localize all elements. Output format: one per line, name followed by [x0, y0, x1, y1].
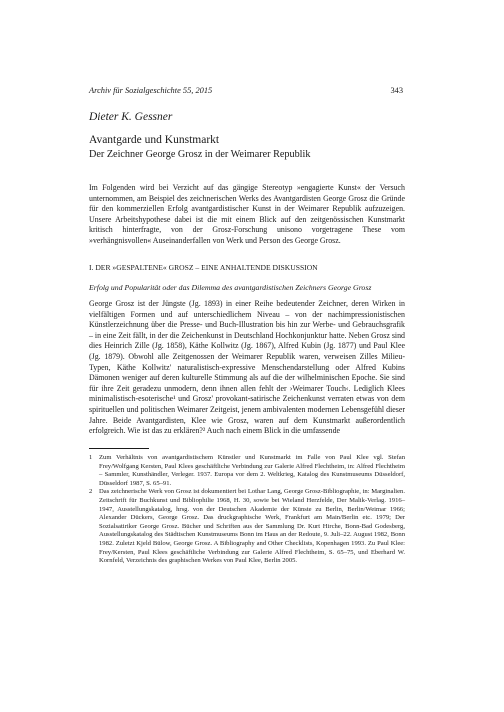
page-number: 343: [390, 86, 403, 95]
article-subtitle: Der Zeichner George Grosz in der Weimarer Republik: [89, 149, 311, 160]
footnote-number: 2: [89, 488, 93, 496]
footnote: [89, 454, 405, 488]
footnote-text: Zum Verhältnis von avantgardistischem Künstler und Kunstmarkt im Falle von Paul Klee vgl. Stefan Frey/Wolfgang Kersten, Paul Klees geschäftliche Verbindung zur Galerie Alfred Flechtheim, in: Alfred Flechtheim – Sammler, Kunsthändler, Verleger. 1937. Europa vor dem 2. Weltkrieg, Katalog des Kunstmuseums Düsseldorf, Düsseldorf 1987, S. 65–91.: [99, 454, 405, 487]
section-heading: I. DER »GESPALTENE« GROSZ – EINE ANHALTENDE DISKUSSION: [89, 263, 318, 272]
subsection-heading: Erfolg und Popularität oder das Dilemma des avantgardistischen Zeichners George Grosz: [89, 283, 372, 292]
footnote: [89, 488, 405, 565]
article-title: Avantgarde und Kunstmarkt: [89, 134, 220, 146]
abstract-paragraph: Im Folgenden wird bei Verzicht auf das gängige Stereotyp »engagierte Kunst« der Versuch unternommen, am Beispiel des zeichnerischen Werks des Avantgardisten George Grosz die Gründe für den kommerziellen Erfolg avantgardistischer Kunst in der Weimarer Republik aufzuzeigen. Unsere Arbeitshypothese dabei ist die mit einem Blick auf den zeitgenössischen Kunstmarkt kritisch hinterfragte, von der Grosz-Forschung unisono vorgetragene These vom »verhängnisvollen« Auseinanderfallen von Werk und Person des George Grosz.: [89, 183, 405, 245]
footnote-text: Das zeichnerische Werk von Grosz ist dokumentiert bei Lothar Lang, George Grosz-Bibliographie, in: Marginalien. Zeitschrift für Buchkunst und Bibliophilie 1968, H. 30, sowie bei Wieland Herzfelde, Der Malik-Verlag. 1916–1947, Ausstellungskatalog, hrsg. von der Deutschen Akademie der Künste zu Berlin, Berlin/Weimar 1966; Alexander Dückers, George Grosz. Das druckgraphische Werk, Frankfurt am Main/Berlin etc. 1979; Der Sozialsatiriker George Grosz. Bücher und Schriften aus der Sammlung Dr. Kurt Hirche, Bonn-Bad Godesberg, Ausstellungskatalog des Städtischen Kunstmuseums Bonn im Haus an der Redoute, 9. Juli–22. August 1982, Bonn 1982. Zuletzt Kjeld Bülow, George Grosz. A Bibliography and Other Checklists, Kopenhagen 1993. Zu Paul Klee: Frey/Kersten, Paul Klees geschäftliche Verbindung zur Galerie Alfred Flechtheim, S. 65–75, und Eberhard W. Kornfeld, Verzeichnis des graphischen Werkes von Paul Klee, Berlin 2005.: [99, 488, 405, 565]
footnotes: [89, 454, 405, 566]
article-author: Dieter K. Gessner: [89, 111, 173, 123]
running-header: [89, 86, 403, 95]
footnote-divider: [89, 448, 149, 449]
journal-citation: Archiv für Sozialgeschichte 55, 2015: [89, 86, 213, 95]
body-paragraph: George Grosz ist der Jüngste (Jg. 1893) in einer Reihe bedeutender Zeichner, deren Wirken in vielfältigen Formen und auf unterschiedlichem Niveau – von der nachimpressionistischen Künstlerzeichnung über die Presse- und Buch-Illustration bis hin zur Werbe- und Gebrauchsgrafik – in eine Zeit fällt, in der die Zeichenkunst in Deutschland Hochkonjunktur hatte. Neben Grosz sind dies Heinrich Zille (Jg. 1858), Käthe Kollwitz (Jg. 1867), Alfred Kubin (Jg. 1877) und Paul Klee (Jg. 1879). Obwohl alle Zeitgenossen der Weimarer Republik waren, verweisen Zilles Milieu-Typen, Käthe Kollwitz' naturalistisch-expressive Menschendarstellung oder Alfred Kubins Dämonen weniger auf deren kulturelle Stimmung als auf die der wilhelminischen Epoche. Sie sind für ihre Zeit geradezu unmodern, denn ihnen allen fehlt der ›Weimarer Touch‹. Lediglich Klees minimalistisch-esoterische¹ und Grosz' provokant-satirische Zeichenkunst verraten etwas von dem spirituellen und politischen Weimarer Zeitgeist, jenem ambivalenten modernen Lebensgefühl dieser Jahre. Beide Avantgardisten, Klee wie Grosz, waren auf dem Kunstmarkt außerordentlich erfolgreich. Wie ist das zu erklären?² Auch nach einem Blick in die umfassende: [89, 299, 405, 436]
footnote-number: 1: [89, 454, 93, 461]
